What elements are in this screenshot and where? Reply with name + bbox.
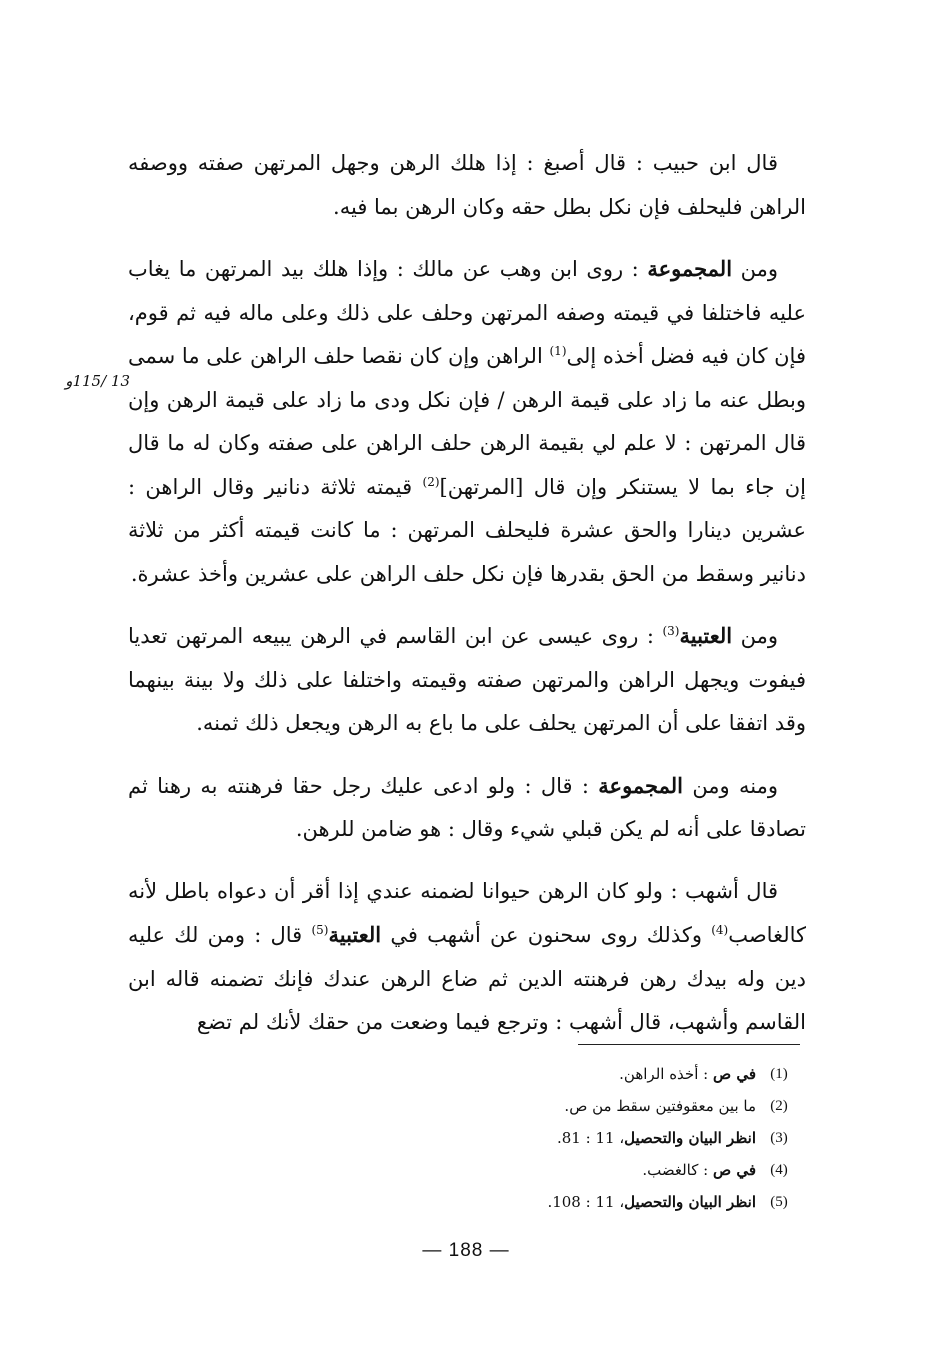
footnote-4 — [440, 1154, 802, 1186]
footnote-body: : أخذه الراهن. — [619, 1065, 713, 1083]
footnote-ref-2[interactable]: (2) — [422, 474, 440, 489]
footnote-number: (2) — [770, 1098, 788, 1114]
paragraph-lead: ومنه ومن — [683, 773, 778, 798]
paragraph-text: وكذلك روى سحنون عن أشهب في — [381, 923, 712, 947]
paragraph-text: الراهن وإن كان نقصا حلف الراهن على ما سمى وبطل عنه ما زاد على قيمة الرهن / فإن نكل ودى ما زاد على قيمة الرهن وإن قال المرتهن : لا علم لي بقيمة الرهن حلف الراهن على صفته وكان له ما قال إن جاء بما لا يستنكر وإن قال [المرتهن] — [128, 344, 807, 499]
footnote-ref-1[interactable]: (1) — [549, 344, 567, 358]
footnote-number: (4) — [770, 1162, 788, 1178]
paragraph-text: قال : ومن لك عليه دين وله بيدك رهن فرهنته الدين ثم ضاع الرهن عندك فإنك تضمنه قاله ابن القاسم وأشهب، قال أشهب : وترجع فيما وضعت من حقك لأنك لم تضع — [128, 923, 806, 1034]
footnote-text — [440, 1154, 756, 1186]
footnote-bold: في ص — [712, 1161, 756, 1179]
footnote-text — [440, 1058, 756, 1090]
paragraph-text: : قال : ولو ادعى عليك رجل حقا فرهنته به رهنا ثم تصادقا على أنه لم يكن قبلي شيء وقال : هو ضامن للرهن. — [128, 773, 806, 841]
footnote-body: ما بين معقوفتين سقط من ص. — [564, 1097, 756, 1115]
source-title: المجموعة — [598, 772, 683, 798]
footnote-body: ، 11 : 108. — [547, 1193, 625, 1211]
paragraph-text: قال أشهب : ولو كان الرهن حيوانا لضمنه عندي إذا أقر أن دعواه باطل لأنه كالغاصب — [128, 878, 806, 947]
footnote-ref-4[interactable]: (4) — [711, 923, 729, 937]
paragraph-text: قيمته ثلاثة دنانير وقال الراهن : عشرين دينارا والحق عشرة فليحلف المرتهن : ما كانت قيمته أكثر من ثلاثة دنانير وسقط من الحق بقدرها فإن نكل حلف الراهن على عشرين وأخذ عشرة. — [128, 474, 806, 586]
paragraph-text: : روى عيسى عن ابن القاسم في الرهن يبيعه المرتهن تعديا فيفوت ويجهل الراهن والمرتهن صفته وقيمته واختلفا على ذلك ولا بينة بينهما وقد اتفقا على أن المرتهن يحلف على ما باع به الرهن ويجعل ذلك ثمنه. — [128, 624, 806, 735]
footnote-number: (5) — [770, 1194, 788, 1210]
main-text — [128, 142, 806, 1045]
footnote-bold: في ص — [712, 1065, 756, 1083]
footnote-body: : كالغضب. — [642, 1161, 713, 1179]
footnote-separator — [578, 1044, 800, 1045]
source-title: العتبية — [679, 623, 733, 648]
footnote-number: (1) — [770, 1066, 788, 1082]
footnote-1 — [440, 1058, 802, 1090]
paragraph-lead: ومن — [732, 257, 778, 281]
paragraph-2 — [128, 247, 806, 596]
paragraph-4 — [128, 764, 806, 852]
footnote-ref-5[interactable]: (5) — [311, 923, 329, 937]
footnote-ref-3[interactable]: (3) — [662, 624, 680, 638]
source-title: المجموعة — [647, 256, 733, 281]
footnote-bold: انظر البيان والتحصيل — [624, 1129, 756, 1147]
footnote-text — [440, 1122, 756, 1154]
paragraph-5 — [128, 870, 806, 1045]
footnote-number: (3) — [770, 1130, 788, 1146]
paragraph-1 — [128, 142, 806, 229]
page-number: — 188 — — [422, 1240, 510, 1261]
footnote-body: ، 11 : 81. — [556, 1129, 625, 1147]
source-title: العتبية — [328, 922, 382, 947]
paragraph-text: قال ابن حبيب : قال أصبغ : إذا هلك الرهن وجهل المرتهن صفته ووصفه الراهن فليحلف فإن نكل بطل حقه وكان الرهن بما فيه. — [128, 151, 806, 219]
footnote-3 — [440, 1122, 802, 1154]
footnote-5 — [440, 1186, 802, 1218]
paragraph-text: : روى ابن وهب عن مالك : وإذا هلك بيد المرتهن ما يغاب عليه فاختلفا في قيمته وصفه المرتهن وحلف على ذلك وعلى ماله فيه ثم قوم، فإن كان فيه فضل أخذه إلى — [128, 257, 806, 368]
paragraph-3 — [128, 614, 806, 746]
footnotes — [440, 1058, 802, 1218]
manuscript-folio-note: 13 /115و — [65, 372, 130, 390]
footnote-text — [440, 1186, 756, 1218]
footnote-bold: انظر البيان والتحصيل — [624, 1193, 756, 1211]
footnote-text — [440, 1090, 756, 1122]
paragraph-lead: ومن — [732, 624, 778, 648]
footnote-2 — [440, 1090, 802, 1122]
